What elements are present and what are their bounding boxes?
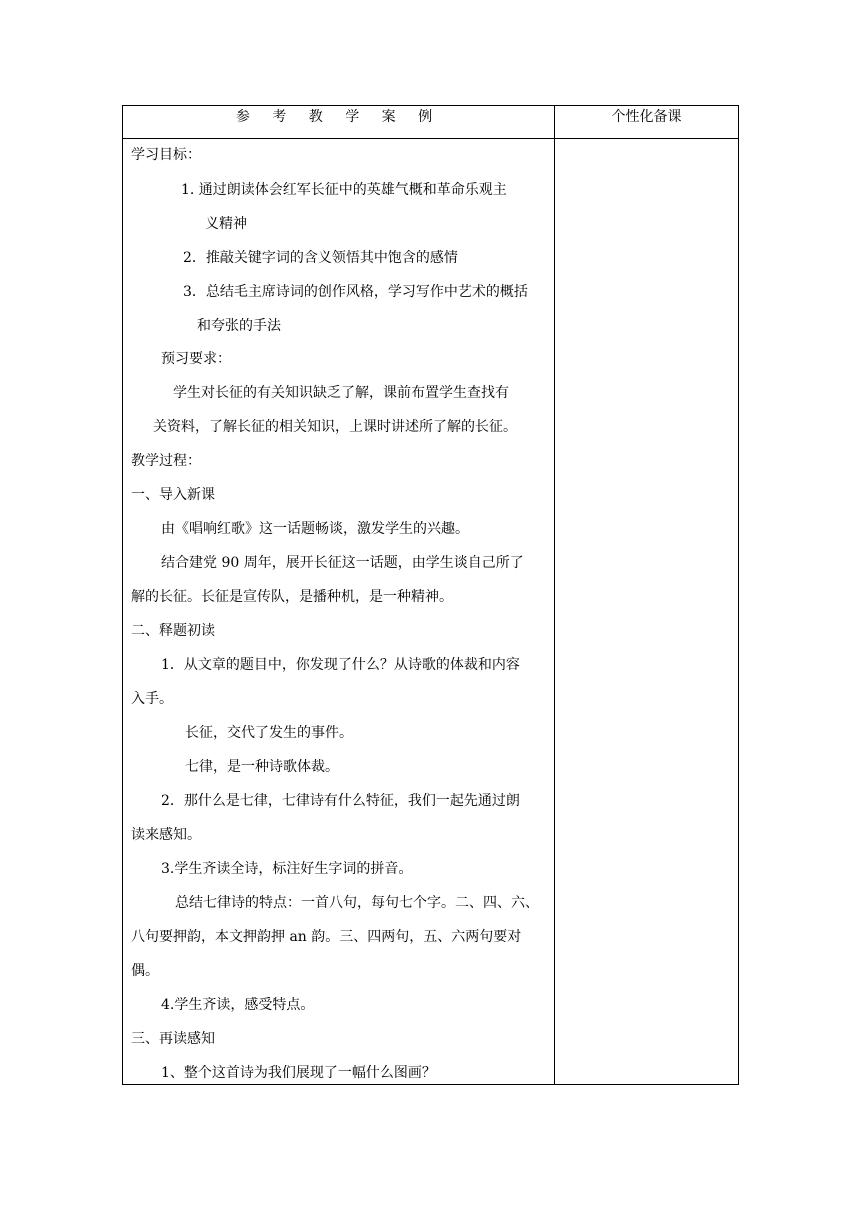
- text-line: 由《唱响红歌》这一话题畅谈，激发学生的兴趣。: [161, 521, 469, 537]
- header-reference-case: 参 考 教 学 案 例: [123, 106, 555, 139]
- text-line: 和夸张的手法: [197, 318, 281, 334]
- text-line: 预习要求：: [161, 351, 231, 367]
- text-line: 教学过程：: [131, 453, 201, 469]
- content-cell: [123, 139, 555, 1085]
- text-line: 偶。: [131, 963, 159, 979]
- text-line: 三、再读感知: [131, 1031, 215, 1047]
- text-line: 长征，交代了发生的事件。: [185, 725, 353, 741]
- text-line: 2．那什么是七律，七律诗有什么特征，我们一起先通过朗: [161, 793, 520, 809]
- text-line: 一、导入新课: [131, 487, 215, 503]
- text-line: 3.学生齐读全诗，标注好生字词的拼音。: [161, 861, 413, 877]
- text-line: 关资料，了解长征的相关知识，上课时讲述所了解的长征。: [153, 419, 517, 435]
- text-line: 入手。: [131, 691, 173, 707]
- personalized-notes-cell: [555, 139, 739, 1085]
- text-line: 1. 通过朗读体会红军长征中的英雄气概和革命乐观主: [181, 182, 507, 198]
- header-personalized-prep: 个性化备课: [555, 106, 739, 139]
- text-line: 1、整个这首诗为我们展现了一幅什么图画？: [161, 1065, 436, 1081]
- content-body: [123, 139, 554, 1084]
- text-line: 学习目标：: [131, 147, 201, 163]
- text-line: 解的长征。长征是宣传队，是播种机，是一种精神。: [131, 589, 453, 605]
- text-line: 4.学生齐读，感受特点。: [161, 997, 315, 1013]
- text-line: 二、释题初读: [131, 623, 215, 639]
- text-line: 学生对长征的有关知识缺乏了解，课前布置学生查找有: [173, 385, 509, 401]
- text-line: 1．从文章的题目中，你发现了什么？从诗歌的体裁和内容: [161, 657, 520, 673]
- text-line: 七律，是一种诗歌体裁。: [185, 759, 339, 775]
- text-line: 结合建党 90 周年，展开长征这一话题，由学生谈自己所了: [161, 555, 524, 571]
- text-line: 3．总结毛主席诗词的创作风格，学习写作中艺术的概括: [183, 284, 528, 300]
- text-line: 2．推敲关键字词的含义领悟其中饱含的感情: [183, 250, 458, 266]
- text-line: 总结七律诗的特点：一首八句，每句七个字。二、四、六、: [175, 895, 539, 911]
- text-line: 读来感知。: [131, 827, 201, 843]
- table-body-row: [123, 139, 739, 1085]
- table-header-row: [123, 106, 739, 139]
- text-line: 义精神: [205, 216, 247, 232]
- text-line: 八句要押韵，本文押韵押 an 韵。三、四两句，五、六两句要对: [131, 929, 522, 945]
- lesson-plan-table: [122, 105, 739, 1085]
